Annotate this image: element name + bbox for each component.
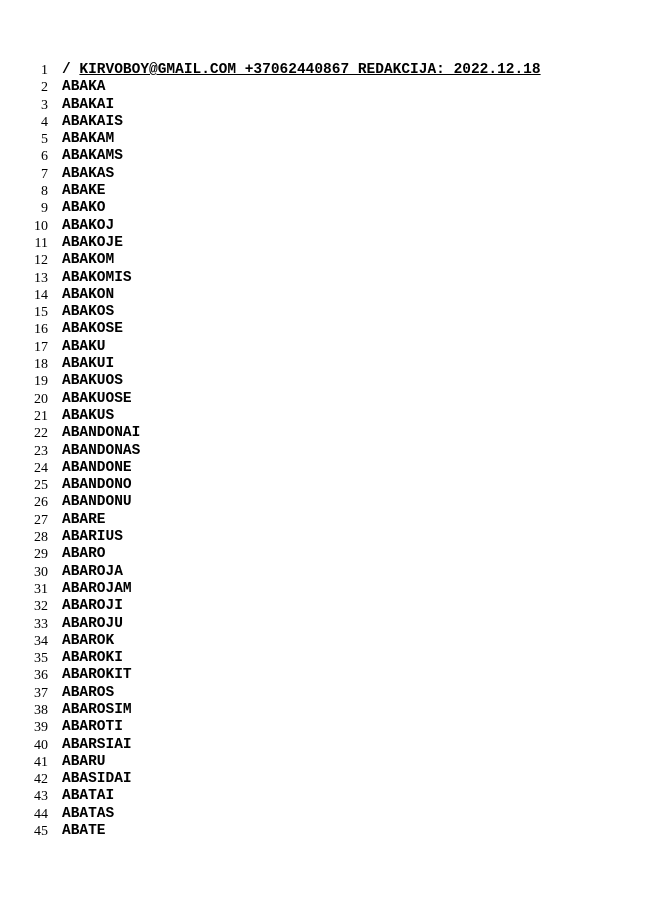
list-item <box>0 823 650 840</box>
line-number: 9 <box>41 201 48 217</box>
word-text: ABAKAM <box>62 131 115 148</box>
header-text <box>62 62 541 79</box>
list-item <box>0 425 650 442</box>
word-text: ABATAI <box>62 788 115 805</box>
list-item <box>0 339 650 356</box>
list-item <box>0 373 650 390</box>
list-item <box>0 252 650 269</box>
list-item <box>0 200 650 217</box>
line-number: 16 <box>34 322 48 338</box>
word-text: ABAKOMIS <box>62 269 132 286</box>
word-text: ABAROJU <box>62 615 123 632</box>
line-number: 31 <box>34 581 48 597</box>
list-item <box>0 443 650 460</box>
list-item <box>0 529 650 546</box>
word-text: ABAKOS <box>62 304 115 321</box>
line-number: 26 <box>34 495 48 511</box>
line-number: 25 <box>34 478 48 494</box>
line-number: 45 <box>34 824 48 840</box>
line-number: 37 <box>34 685 48 701</box>
line-number: 34 <box>34 633 48 649</box>
list-item <box>0 616 650 633</box>
word-text: ABAKAIS <box>62 113 123 130</box>
list-item <box>0 477 650 494</box>
list-item <box>0 667 650 684</box>
list-item <box>0 788 650 805</box>
list-item <box>0 321 650 338</box>
list-item <box>0 79 650 96</box>
word-text: ABAKO <box>62 200 106 217</box>
line-number: 1 <box>41 63 48 78</box>
header-line <box>0 62 650 79</box>
word-text: ABAKUOSE <box>62 390 132 407</box>
list-item <box>0 806 650 823</box>
line-number: 5 <box>41 132 48 148</box>
line-number: 39 <box>34 720 48 736</box>
line-number: 13 <box>34 270 48 286</box>
list-item <box>0 460 650 477</box>
list-item <box>0 114 650 131</box>
word-text: ABAKAS <box>62 165 115 182</box>
line-number: 36 <box>34 668 48 684</box>
list-item <box>0 270 650 287</box>
list-item <box>0 754 650 771</box>
line-number: 19 <box>34 374 48 390</box>
word-text: ABANDONU <box>62 494 132 511</box>
list-item <box>0 131 650 148</box>
word-text: ABASIDAI <box>62 771 132 788</box>
list-item <box>0 148 650 165</box>
word-text: ABAKE <box>62 183 106 200</box>
line-number: 22 <box>34 426 48 442</box>
line-number: 38 <box>34 702 48 718</box>
list-item <box>0 719 650 736</box>
line-number: 3 <box>41 97 48 113</box>
line-number: 7 <box>41 166 48 182</box>
line-number: 42 <box>34 772 48 788</box>
list-item <box>0 771 650 788</box>
list-item <box>0 702 650 719</box>
line-number: 24 <box>34 460 48 476</box>
word-text: ABAROKIT <box>62 667 132 684</box>
word-text: ABAKU <box>62 338 106 355</box>
list-item <box>0 183 650 200</box>
word-text: ABATAS <box>62 805 115 822</box>
list-item <box>0 235 650 252</box>
word-text: ABAROK <box>62 632 115 649</box>
list-item <box>0 494 650 511</box>
list-item <box>0 598 650 615</box>
line-number: 43 <box>34 789 48 805</box>
word-text: ABAKAI <box>62 96 115 113</box>
word-text: ABAROS <box>62 684 115 701</box>
word-text: ABAROKI <box>62 650 123 667</box>
word-text: ABAKUS <box>62 407 115 424</box>
list-item <box>0 633 650 650</box>
word-text: ABAROJAM <box>62 580 132 597</box>
list-item <box>0 650 650 667</box>
line-number: 40 <box>34 737 48 753</box>
list-item <box>0 356 650 373</box>
word-text: ABANDONAS <box>62 442 141 459</box>
header-prefix: / <box>62 62 80 78</box>
list-item <box>0 408 650 425</box>
line-number: 30 <box>34 564 48 580</box>
word-text: ABARSIAI <box>62 736 132 753</box>
line-number: 44 <box>34 806 48 822</box>
word-text: ABAKOSE <box>62 321 123 338</box>
word-text: ABATE <box>62 823 106 840</box>
word-text: ABARU <box>62 753 106 770</box>
line-number: 6 <box>41 149 48 165</box>
line-number: 18 <box>34 357 48 373</box>
word-text: ABAKOJ <box>62 217 115 234</box>
line-number: 14 <box>34 287 48 303</box>
word-text: ABANDONAI <box>62 425 141 442</box>
word-list <box>0 79 650 840</box>
list-item <box>0 218 650 235</box>
list-item <box>0 287 650 304</box>
word-text: ABAKOM <box>62 252 115 269</box>
line-number: 2 <box>41 80 48 96</box>
line-number: 28 <box>34 530 48 546</box>
list-item <box>0 546 650 563</box>
line-number: 11 <box>34 235 48 251</box>
line-number: 33 <box>34 616 48 632</box>
word-text: ABAKON <box>62 286 115 303</box>
list-item <box>0 97 650 114</box>
line-number: 12 <box>34 253 48 269</box>
list-item <box>0 581 650 598</box>
list-item <box>0 685 650 702</box>
word-text: ABAKUI <box>62 356 115 373</box>
line-number: 41 <box>34 754 48 770</box>
list-item <box>0 564 650 581</box>
word-text: ABARIUS <box>62 529 123 546</box>
word-text: ABAKAMS <box>62 148 123 165</box>
list-item <box>0 737 650 754</box>
word-text: ABANDONO <box>62 477 132 494</box>
line-number: 20 <box>34 391 48 407</box>
word-text: ABAROSIM <box>62 701 132 718</box>
word-text: ABARE <box>62 511 106 528</box>
line-number: 35 <box>34 651 48 667</box>
list-item <box>0 304 650 321</box>
word-text: ABAKUOS <box>62 373 123 390</box>
word-text: ABARO <box>62 546 106 563</box>
line-number: 21 <box>34 408 48 424</box>
line-number: 8 <box>41 184 48 200</box>
list-item <box>0 391 650 408</box>
line-number: 10 <box>34 218 48 234</box>
header-contact-link[interactable]: KIRVOBOY@GMAIL.COM +37062440867 REDAKCIJA: 2022.12.18 <box>79 62 541 78</box>
list-item <box>0 166 650 183</box>
line-number: 4 <box>41 114 48 130</box>
line-number: 15 <box>34 305 48 321</box>
line-number: 29 <box>34 547 48 563</box>
list-item <box>0 512 650 529</box>
line-number: 27 <box>34 512 48 528</box>
line-number: 23 <box>34 443 48 459</box>
word-text: ABANDONE <box>62 459 132 476</box>
line-number: 32 <box>34 599 48 615</box>
word-text: ABAKA <box>62 79 106 96</box>
word-text: ABAROTI <box>62 719 123 736</box>
word-text: ABAROJA <box>62 563 123 580</box>
word-text: ABAKOJE <box>62 234 123 251</box>
word-text: ABAROJI <box>62 598 123 615</box>
line-number: 17 <box>34 339 48 355</box>
document-page <box>0 62 650 840</box>
